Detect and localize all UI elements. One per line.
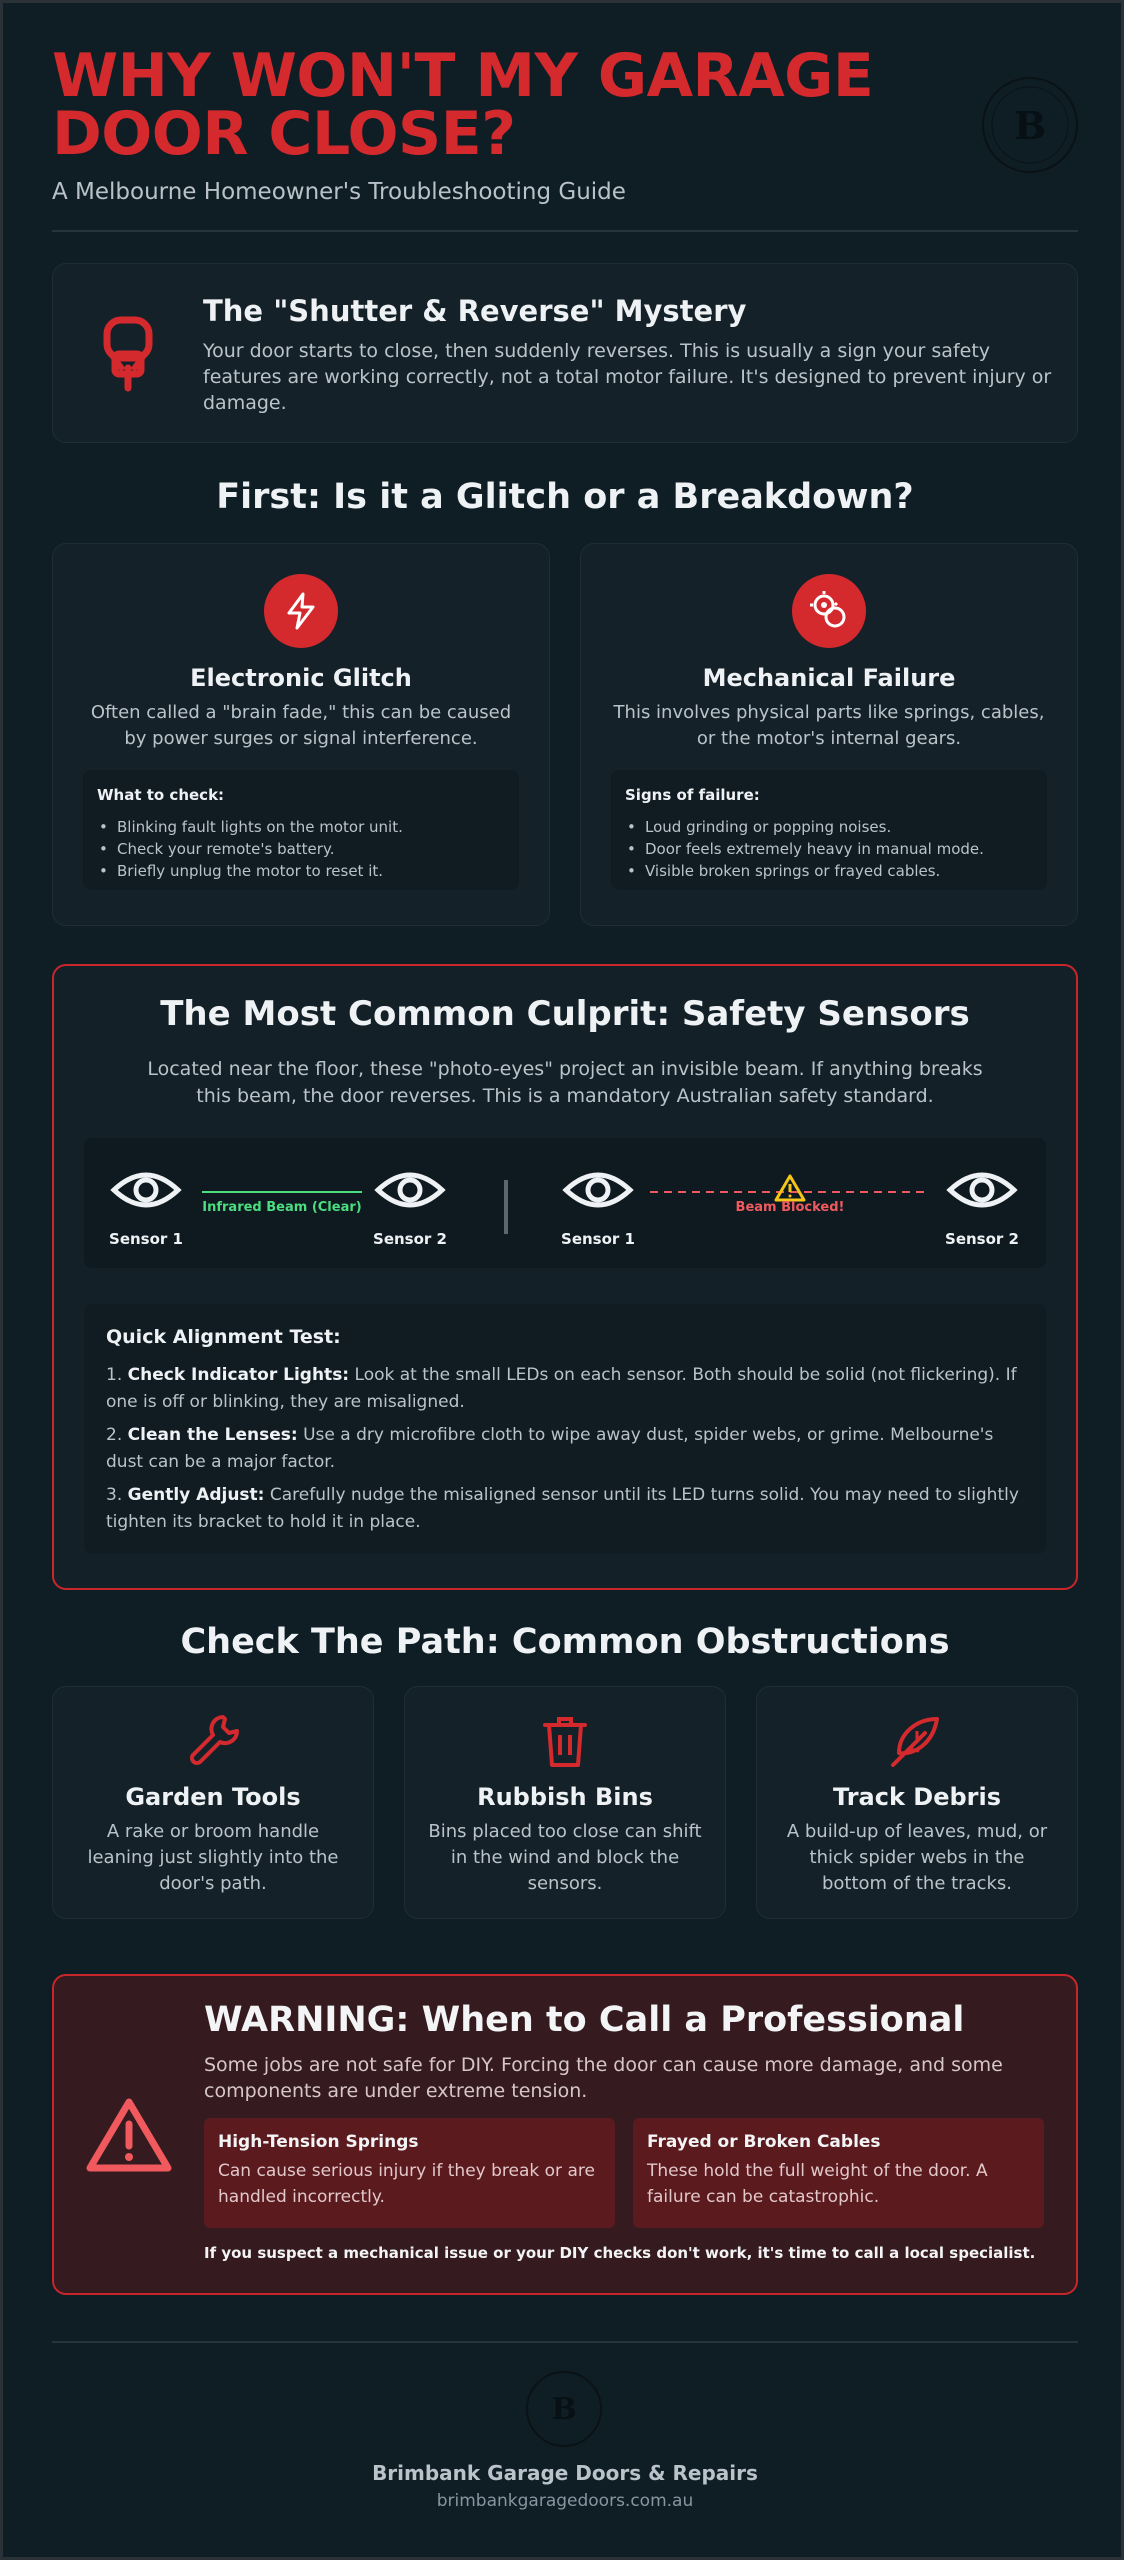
warning-footer: If you suspect a mechanical issue or your DIY checks don't work, it's time to call a local specialist. — [204, 2244, 1036, 2262]
card-desc: A build-up of leaves, mud, or thick spider webs in the bottom of the tracks. — [786, 1821, 1048, 1894]
electronic-glitch-card — [52, 543, 550, 926]
leaf-icon — [887, 1711, 947, 1775]
list-item: • Check your remote's battery. — [97, 838, 505, 860]
lightning-icon — [264, 574, 338, 648]
warning-title: WARNING: When to Call a Professional — [204, 2000, 965, 2040]
step-number: 1. — [106, 1365, 123, 1385]
garden-tools-card — [52, 1686, 374, 1919]
card-desc: Often called a "brain fade," this can be caused by power surges or signal interference. — [90, 702, 512, 749]
glitch-section-title: First: Is it a Glitch or a Breakdown? — [216, 477, 914, 517]
company-url[interactable]: brimbankgaragedoors.com.au — [436, 2491, 694, 2511]
step-text: Look at the small LEDs on each sensor. Both should be solid (not flickering). If one is off or blinking, they are misaligned. — [106, 1365, 1017, 1412]
check-box — [83, 770, 519, 890]
step-number: 2. — [106, 1425, 123, 1445]
signs-list — [625, 816, 1033, 882]
warning-section — [52, 1974, 1078, 2295]
eye-icon — [950, 1175, 1014, 1205]
eye-icon — [114, 1175, 178, 1205]
bin-icon — [535, 1711, 595, 1775]
card-desc: Bins placed too close can shift in the wind and block the sensors. — [428, 1821, 702, 1894]
warning-lead: Some jobs are not safe for DIY. Forcing the door can cause more damage, and some components are under extreme tension. — [204, 2054, 1003, 2102]
box-title: What to check: — [97, 786, 225, 804]
cables-box — [633, 2118, 1044, 2228]
alignment-test-box — [84, 1304, 1046, 1554]
rubbish-bins-card — [404, 1686, 726, 1919]
footer-logo-letter: B — [551, 2391, 577, 2427]
box-title: Signs of failure: — [625, 786, 760, 804]
box-title: High-Tension Springs — [218, 2132, 419, 2152]
badge-letter: B — [1013, 102, 1047, 148]
list-item: • Loud grinding or popping noises. — [625, 816, 1033, 838]
sensors-title: The Most Common Culprit: Safety Sensors — [160, 994, 970, 1034]
beam-clear-label: Infrared Beam (Clear) — [202, 1200, 362, 1215]
beam-blocked-label: Beam Blocked! — [735, 1200, 845, 1215]
alignment-test-title: Quick Alignment Test: — [106, 1326, 341, 1348]
card-title: Rubbish Bins — [477, 1783, 653, 1811]
divider — [52, 230, 1078, 232]
step-heading: Check Indicator Lights: — [127, 1365, 350, 1385]
sensor-label: Sensor 1 — [561, 1230, 635, 1248]
signs-box — [611, 770, 1047, 890]
card-title: Electronic Glitch — [190, 664, 412, 692]
mystery-body: Your door starts to close, then suddenly reverses. This is usually a sign your safety features are working correctly, not a total motor failure. It's designed to prevent injury or damage. — [203, 340, 1052, 414]
sensor-icon — [93, 314, 163, 398]
box-text: Can cause serious injury if they break or are handled incorrectly. — [218, 2161, 595, 2207]
list-item: • Briefly unplug the motor to reset it. — [97, 860, 505, 882]
card-title: Garden Tools — [125, 1783, 301, 1811]
springs-box — [204, 2118, 615, 2228]
obstructions-section-title: Check The Path: Common Obstructions — [180, 1622, 950, 1662]
sensor-diagram — [84, 1138, 1046, 1268]
list-item: • Blinking fault lights on the motor unit. — [97, 816, 505, 838]
step-text: Carefully nudge the misaligned sensor until its LED turns solid. You may need to slightly tighten its bracket to hold it in place. — [106, 1485, 1019, 1532]
card-desc: A rake or broom handle leaning just slightly into the door's path. — [87, 1821, 339, 1894]
warning-triangle-icon — [84, 2094, 174, 2182]
card-desc: This involves physical parts like springs, cables, or the motor's internal gears. — [613, 702, 1045, 749]
list-item: • Door feels extremely heavy in manual mode. — [625, 838, 1033, 860]
warning-triangle-icon — [776, 1176, 804, 1200]
footer-logo — [526, 2371, 602, 2447]
step-text: Use a dry microfibre cloth to wipe away dust, spider webs, or grime. Melbourne's dust can be a major factor. — [106, 1425, 994, 1472]
step-heading: Gently Adjust: — [127, 1485, 265, 1505]
track-debris-card — [756, 1686, 1078, 1919]
eye-icon — [566, 1175, 630, 1205]
safety-sensors-section — [52, 964, 1078, 1590]
gears-icon — [792, 574, 866, 648]
sensor-label: Sensor 1 — [109, 1230, 183, 1248]
check-list — [97, 816, 505, 882]
alignment-step — [106, 1482, 1024, 1536]
step-number: 3. — [106, 1485, 123, 1505]
header — [52, 41, 1078, 205]
wrench-icon — [183, 1711, 243, 1775]
box-title: Frayed or Broken Cables — [647, 2132, 881, 2152]
page-title: WHY WON'T MY GARAGE DOOR CLOSE? — [52, 41, 874, 169]
box-text: These hold the full weight of the door. A failure can be catastrophic. — [647, 2161, 988, 2207]
brand-badge-logo — [982, 77, 1078, 173]
mystery-card — [52, 263, 1078, 443]
card-title: Track Debris — [832, 1783, 1002, 1811]
step-heading: Clean the Lenses: — [127, 1425, 298, 1445]
alignment-step — [106, 1422, 1024, 1476]
sensor-label: Sensor 2 — [945, 1230, 1019, 1248]
mystery-title: The "Shutter & Reverse" Mystery — [203, 294, 747, 328]
divider — [52, 2341, 1078, 2343]
sensors-intro: Located near the floor, these "photo-eyes" project an invisible beam. If anything breaks this beam, the door reverses. This is a mandatory Australian safety standard. — [147, 1058, 983, 1107]
alignment-step — [106, 1362, 1024, 1416]
list-item: • Visible broken springs or frayed cables. — [625, 860, 1033, 882]
mechanical-failure-card — [580, 543, 1078, 926]
card-title: Mechanical Failure — [702, 664, 956, 692]
sensor-label: Sensor 2 — [373, 1230, 447, 1248]
company-name: Brimbank Garage Doors & Repairs — [372, 2461, 758, 2485]
page-subtitle: A Melbourne Homeowner's Troubleshooting Guide — [52, 179, 626, 205]
eye-icon — [378, 1175, 442, 1205]
